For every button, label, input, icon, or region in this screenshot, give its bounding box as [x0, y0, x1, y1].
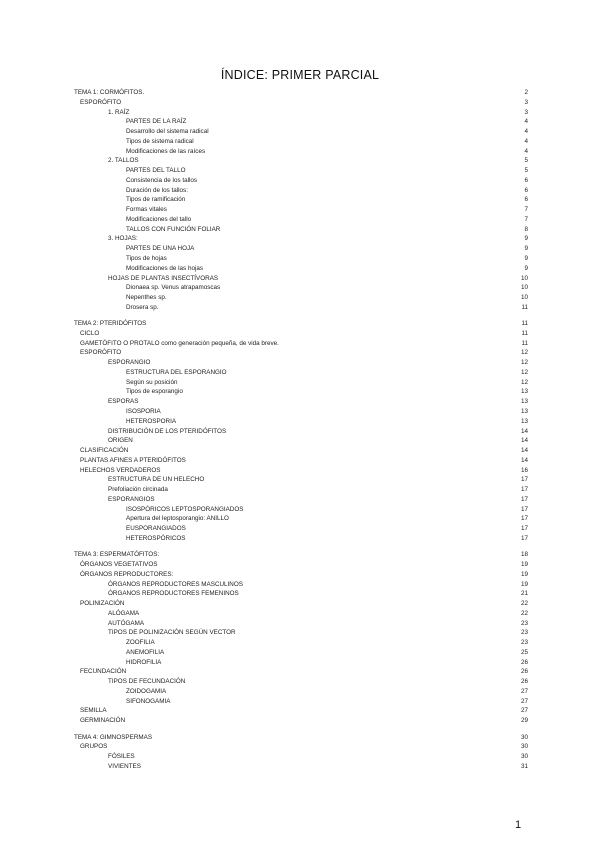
toc-entry-page: 7: [524, 215, 528, 223]
toc-entry[interactable]: [74, 436, 528, 446]
toc-entry[interactable]: [74, 215, 528, 225]
toc-entry-title: AUTÓGAMA: [108, 619, 145, 627]
toc-entry[interactable]: [74, 475, 528, 485]
toc-entry-page: 9: [524, 235, 528, 243]
toc-entry-title: ÓRGANOS REPRODUCTORES FEMENINOS: [108, 590, 239, 598]
toc-entry-title: ANEMOFILIA: [126, 648, 165, 656]
toc-entry-page: 12: [520, 359, 528, 367]
toc-entry-page: 11: [521, 320, 528, 328]
toc-entry-page: 14: [520, 447, 528, 455]
toc-entry-title: Modificaciones de las raíces: [126, 147, 206, 155]
toc-entry[interactable]: [74, 534, 528, 544]
toc-entry-title: HETEROSPÓRICOS: [126, 534, 186, 542]
toc-entry[interactable]: [74, 397, 528, 407]
toc-entry[interactable]: [74, 339, 528, 349]
toc-entry-title: DISTRIBUCIÓN DE LOS PTERIDÓFITOS: [108, 427, 227, 435]
toc-entry-page: 12: [520, 368, 528, 376]
toc-entry-title: GERMINACIÓN: [80, 717, 126, 725]
toc-entry[interactable]: [74, 619, 528, 629]
toc-entry[interactable]: [74, 176, 528, 186]
toc-chapter-entry[interactable]: [74, 550, 528, 560]
toc-entry-title: Modificaciones de las hojas: [126, 264, 204, 272]
toc-entry-page: 17: [520, 505, 528, 513]
toc-entry[interactable]: [74, 456, 528, 466]
toc-entry-title: ÓRGANOS REPRODUCTORES:: [80, 570, 174, 578]
toc-entry[interactable]: [74, 638, 528, 648]
toc-entry-page: 4: [524, 137, 528, 145]
toc-entry-page: 6: [524, 196, 528, 204]
toc-entry-title: ALÓGAMA: [108, 609, 140, 617]
toc-chapter-entry[interactable]: [74, 733, 528, 743]
toc-entry-title: TIPOS DE FECUNDACIÓN: [108, 678, 186, 686]
toc-entry-page: 12: [520, 349, 528, 357]
toc-entry-page: 5: [524, 157, 528, 165]
toc-entry-page: 25: [520, 648, 528, 656]
toc-entry-page: 11: [521, 339, 528, 347]
toc-entry-page: 4: [524, 147, 528, 155]
toc-entry-page: 19: [520, 560, 528, 568]
toc-entry[interactable]: [74, 706, 528, 716]
toc-entry-page: 31: [520, 762, 528, 770]
toc-chapter-entry[interactable]: [74, 88, 528, 98]
toc-entry[interactable]: [74, 505, 528, 515]
toc-entry[interactable]: [74, 234, 528, 244]
toc-entry-title: FÓSILES: [108, 753, 135, 761]
toc-entry-page: 6: [524, 186, 528, 194]
toc-entry-page: 17: [520, 495, 528, 503]
toc-entry-page: 26: [520, 678, 528, 686]
toc-entry-title: ZOIDOGAMIA: [126, 687, 167, 695]
toc-entry-page: 17: [520, 525, 528, 533]
toc-entry-page: 26: [520, 658, 528, 666]
toc-entry-page: 18: [520, 551, 528, 559]
toc-entry-page: 30: [520, 743, 528, 751]
toc-entry-page: 22: [520, 609, 528, 617]
toc-entry-title: ÓRGANOS VEGETATIVOS: [80, 560, 158, 568]
toc-entry[interactable]: [74, 156, 528, 166]
toc-entry-page: 13: [520, 408, 528, 415]
toc-entry[interactable]: [74, 628, 528, 638]
toc-entry-page: 17: [520, 515, 528, 523]
toc-entry-title: TALLOS CON FUNCIÓN FOLIAR: [126, 225, 221, 233]
toc-entry-page: 9: [524, 245, 528, 253]
toc-entry-title: 2. TALLOS: [108, 157, 139, 165]
toc-entry-title: ZOOFILIA: [126, 639, 155, 647]
toc-entry-page: 17: [520, 534, 528, 542]
toc-entry[interactable]: [74, 697, 528, 707]
toc-entry-title: HETEROSPORIA: [126, 417, 177, 425]
toc-entry-title: PLANTAS AFINES A PTERIDÓFITOS: [80, 456, 186, 464]
page-number: 1: [515, 819, 522, 831]
toc-entry-page: 5: [524, 167, 528, 175]
toc-entry-page: 11: [521, 329, 528, 337]
toc-entry-title: Modificaciones del tallo: [126, 215, 192, 223]
toc-entry-title: Tipos de esporangio: [126, 388, 183, 396]
toc-entry-title: ESTRUCTURA DEL ESPORANGIO: [126, 368, 227, 376]
toc-entry-page: 6: [524, 176, 528, 184]
toc-entry[interactable]: [74, 495, 528, 505]
toc-entry[interactable]: [74, 117, 528, 127]
toc-entry[interactable]: [74, 752, 528, 762]
toc-entry[interactable]: [74, 589, 528, 599]
toc-entry[interactable]: [74, 166, 528, 176]
toc-entry-page: 3: [524, 108, 528, 116]
toc-entry-page: 30: [520, 733, 528, 741]
toc-entry-page: 7: [524, 206, 528, 214]
toc-entry[interactable]: [74, 407, 528, 417]
toc-entry-page: 4: [524, 128, 528, 136]
toc-entry[interactable]: [74, 293, 528, 303]
toc-entry-page: 8: [524, 225, 528, 233]
table-of-contents: [74, 88, 528, 772]
toc-entry-title: Según su posición: [126, 378, 178, 386]
toc-entry-title: ORIGEN: [108, 437, 133, 445]
toc-entry-page: 22: [520, 600, 528, 608]
toc-entry-page: 21: [520, 590, 528, 598]
toc-entry-title: Drosera sp.: [126, 303, 159, 311]
toc-entry-page: 27: [520, 697, 528, 705]
toc-entry[interactable]: [74, 524, 528, 534]
toc-entry-page: 23: [520, 639, 528, 647]
toc-entry[interactable]: [74, 368, 528, 378]
toc-entry[interactable]: [74, 742, 528, 752]
toc-entry[interactable]: [74, 108, 528, 118]
toc-entry[interactable]: [74, 254, 528, 264]
toc-entry[interactable]: [74, 716, 528, 726]
toc-entry-title: ESPORÓFITO: [80, 98, 122, 106]
toc-entry-title: GRUPOS: [80, 743, 108, 751]
toc-entry-title: 1. RAÍZ: [108, 108, 130, 116]
toc-entry-page: 14: [520, 437, 528, 445]
toc-entry-page: 14: [520, 456, 528, 464]
toc-entry[interactable]: [74, 648, 528, 658]
toc-entry[interactable]: [74, 186, 528, 196]
toc-entry-page: 10: [520, 274, 528, 282]
toc-entry[interactable]: [74, 387, 528, 397]
toc-entry-title: FECUNDACIÓN: [80, 668, 127, 676]
toc-entry[interactable]: [74, 274, 528, 284]
toc-entry[interactable]: [74, 658, 528, 668]
toc-entry-title: ESPORAS: [108, 398, 139, 406]
toc-entry-page: 26: [520, 668, 528, 676]
toc-entry[interactable]: [74, 348, 528, 358]
toc-entry-title: POLINIZACIÓN: [80, 600, 125, 608]
toc-entry-title: Tipos de ramificación: [126, 196, 186, 204]
toc-entry-title: PARTES DE LA RAÍZ: [126, 118, 187, 126]
toc-entry[interactable]: [74, 677, 528, 687]
toc-entry-page: 19: [520, 570, 528, 578]
toc-entry[interactable]: [74, 427, 528, 437]
toc-entry-title: Nepenthes sp.: [126, 294, 167, 302]
toc-entry[interactable]: [74, 667, 528, 677]
document-title: ÍNDICE: PRIMER PARCIAL: [220, 68, 380, 82]
toc-entry-page: 17: [520, 476, 528, 484]
toc-entry-title: TEMA 4: GIMNOSPERMAS: [74, 733, 153, 741]
toc-entry[interactable]: [74, 378, 528, 388]
toc-entry-page: 19: [520, 580, 528, 588]
toc-entry[interactable]: [74, 762, 528, 772]
toc-entry[interactable]: [74, 195, 528, 205]
toc-entry[interactable]: [74, 303, 528, 313]
toc-entry-page: 10: [520, 294, 528, 302]
toc-entry[interactable]: [74, 329, 528, 339]
toc-entry[interactable]: [74, 264, 528, 274]
toc-entry-title: HIDROFILIA: [126, 658, 162, 666]
toc-entry-page: 30: [520, 753, 528, 761]
toc-entry-title: Formas vitales: [126, 206, 167, 214]
toc-entry[interactable]: [74, 98, 528, 108]
toc-entry[interactable]: [74, 147, 528, 157]
toc-entry-title: TEMA 2: PTERIDÓFITOS: [74, 320, 147, 328]
toc-entry-title: TIPOS DE POLINIZACIÓN SEGÚN VECTOR: [108, 629, 236, 637]
toc-entry-page: 23: [520, 619, 528, 627]
toc-entry[interactable]: [74, 205, 528, 215]
toc-entry-page: 12: [520, 378, 528, 386]
toc-entry-title: ISOSPORIA: [126, 408, 161, 415]
toc-entry[interactable]: [74, 244, 528, 254]
toc-chapter-entry[interactable]: [74, 319, 528, 329]
toc-entry[interactable]: [74, 580, 528, 590]
toc-entry-title: ESPORANGIOS: [108, 495, 155, 503]
toc-entry-page: 17: [520, 486, 528, 494]
toc-entry-page: 4: [524, 118, 528, 126]
toc-entry-title: ESPORANGIO: [108, 359, 151, 367]
toc-entry-title: ISOSPÓRICOS LEPTOSPORANGIADOS: [126, 505, 244, 513]
toc-entry-page: 9: [524, 255, 528, 263]
toc-entry-title: PARTES DEL TALLO: [126, 167, 186, 175]
toc-entry-title: 3. HOJAS:: [108, 235, 138, 243]
toc-entry-title: TEMA 1: CORMÓFITOS.: [74, 89, 145, 96]
toc-entry-title: SIFONOGAMIA: [126, 697, 171, 705]
toc-entry-page: 16: [520, 466, 528, 474]
toc-entry-title: GAMETÓFITO O PROTALO como generación pequeña, de vida breve.: [80, 339, 279, 347]
toc-entry[interactable]: [74, 609, 528, 619]
toc-entry-title: Tipos de sistema radical: [126, 137, 194, 145]
toc-entry-page: 23: [520, 629, 528, 637]
toc-entry-title: HOJAS DE PLANTAS INSECTÍVORAS: [108, 274, 219, 282]
toc-entry-page: 14: [520, 427, 528, 435]
toc-entry-title: CICLO: [80, 329, 100, 337]
toc-entry[interactable]: [74, 283, 528, 293]
toc-entry-page: 11: [521, 303, 528, 311]
toc-entry-page: 13: [520, 417, 528, 425]
toc-entry[interactable]: [74, 687, 528, 697]
toc-entry-page: 13: [520, 398, 528, 406]
toc-entry[interactable]: [74, 599, 528, 609]
toc-entry[interactable]: [74, 417, 528, 427]
toc-entry-title: EUSPORANGIADOS: [126, 525, 186, 533]
toc-entry[interactable]: [74, 485, 528, 495]
toc-entry-page: 2: [524, 89, 528, 96]
toc-entry-title: Prefoliación circinada: [108, 486, 168, 494]
toc-entry[interactable]: [74, 137, 528, 147]
toc-entry-title: ESTRUCTURA DE UN HELECHO: [108, 476, 205, 484]
toc-entry-title: Dionaea sp. Venus atrapamoscas: [126, 284, 221, 292]
toc-entry-page: 29: [520, 717, 528, 725]
toc-entry-title: SEMILLA: [80, 707, 107, 715]
toc-entry-page: 13: [520, 388, 528, 396]
toc-entry-title: TEMA 3: ESPERMATÓFITOS:: [74, 551, 160, 559]
toc-entry-title: Desarrollo del sistema radical: [126, 128, 209, 136]
toc-entry-page: 27: [520, 687, 528, 695]
toc-entry-title: Tipos de hojas: [126, 255, 167, 263]
toc-entry-title: Duración de los tallos:: [126, 186, 188, 194]
toc-entry-page: 27: [520, 707, 528, 715]
toc-entry-page: 10: [520, 284, 528, 292]
toc-entry-title: CLASIFICACIÓN: [80, 447, 129, 455]
toc-entry-page: 9: [524, 264, 528, 272]
toc-entry[interactable]: [74, 560, 528, 570]
toc-entry[interactable]: [74, 358, 528, 368]
toc-entry[interactable]: [74, 446, 528, 456]
toc-entry[interactable]: [74, 514, 528, 524]
toc-entry-title: ESPORÓFITO: [80, 349, 122, 357]
toc-entry-title: PARTES DE UNA HOJA: [126, 245, 195, 253]
toc-entry[interactable]: [74, 225, 528, 235]
toc-entry[interactable]: [74, 466, 528, 476]
toc-entry-page: 3: [524, 98, 528, 106]
toc-entry-title: VIVIENTES: [108, 762, 141, 770]
toc-entry-title: ÓRGANOS REPRODUCTORES MASCULINOS: [108, 580, 243, 588]
toc-entry-title: Apertura del leptosporangio: ANILLO: [126, 515, 229, 523]
toc-entry-title: Consistencia de los tallos: [126, 176, 198, 184]
toc-entry-title: HELECHOS VERDADEROS: [80, 466, 161, 474]
toc-entry[interactable]: [74, 570, 528, 580]
toc-entry[interactable]: [74, 127, 528, 137]
